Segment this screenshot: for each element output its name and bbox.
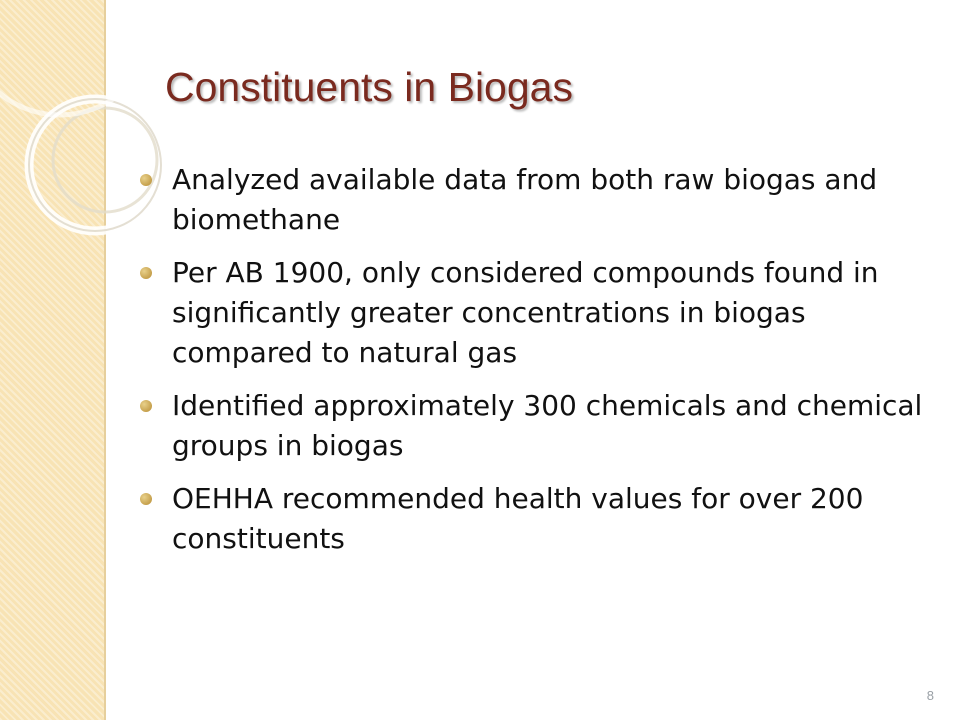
page-number: 8 — [926, 688, 934, 703]
bullet-text: Analyzed available data from both raw biogas and biomethane — [172, 163, 878, 236]
bullet-item — [140, 386, 940, 466]
bullet-text: Identified approximately 300 chemicals and chemical groups in biogas — [172, 389, 923, 462]
bullet-text: Per AB 1900, only considered compounds found in significantly greater concentrations in biogas compared to natural gas — [172, 256, 879, 369]
gold-dot-icon — [140, 493, 152, 505]
gold-dot-icon — [140, 267, 152, 279]
bullet-list — [140, 160, 940, 572]
bullet-item — [140, 160, 940, 240]
slide-title: Constituents in Biogas — [165, 64, 573, 110]
bullet-item — [140, 479, 940, 559]
gold-dot-icon — [140, 174, 152, 186]
bullet-text: OEHHA recommended health values for over 200 constituents — [172, 482, 864, 555]
gold-dot-icon — [140, 400, 152, 412]
bullet-item — [140, 253, 940, 373]
